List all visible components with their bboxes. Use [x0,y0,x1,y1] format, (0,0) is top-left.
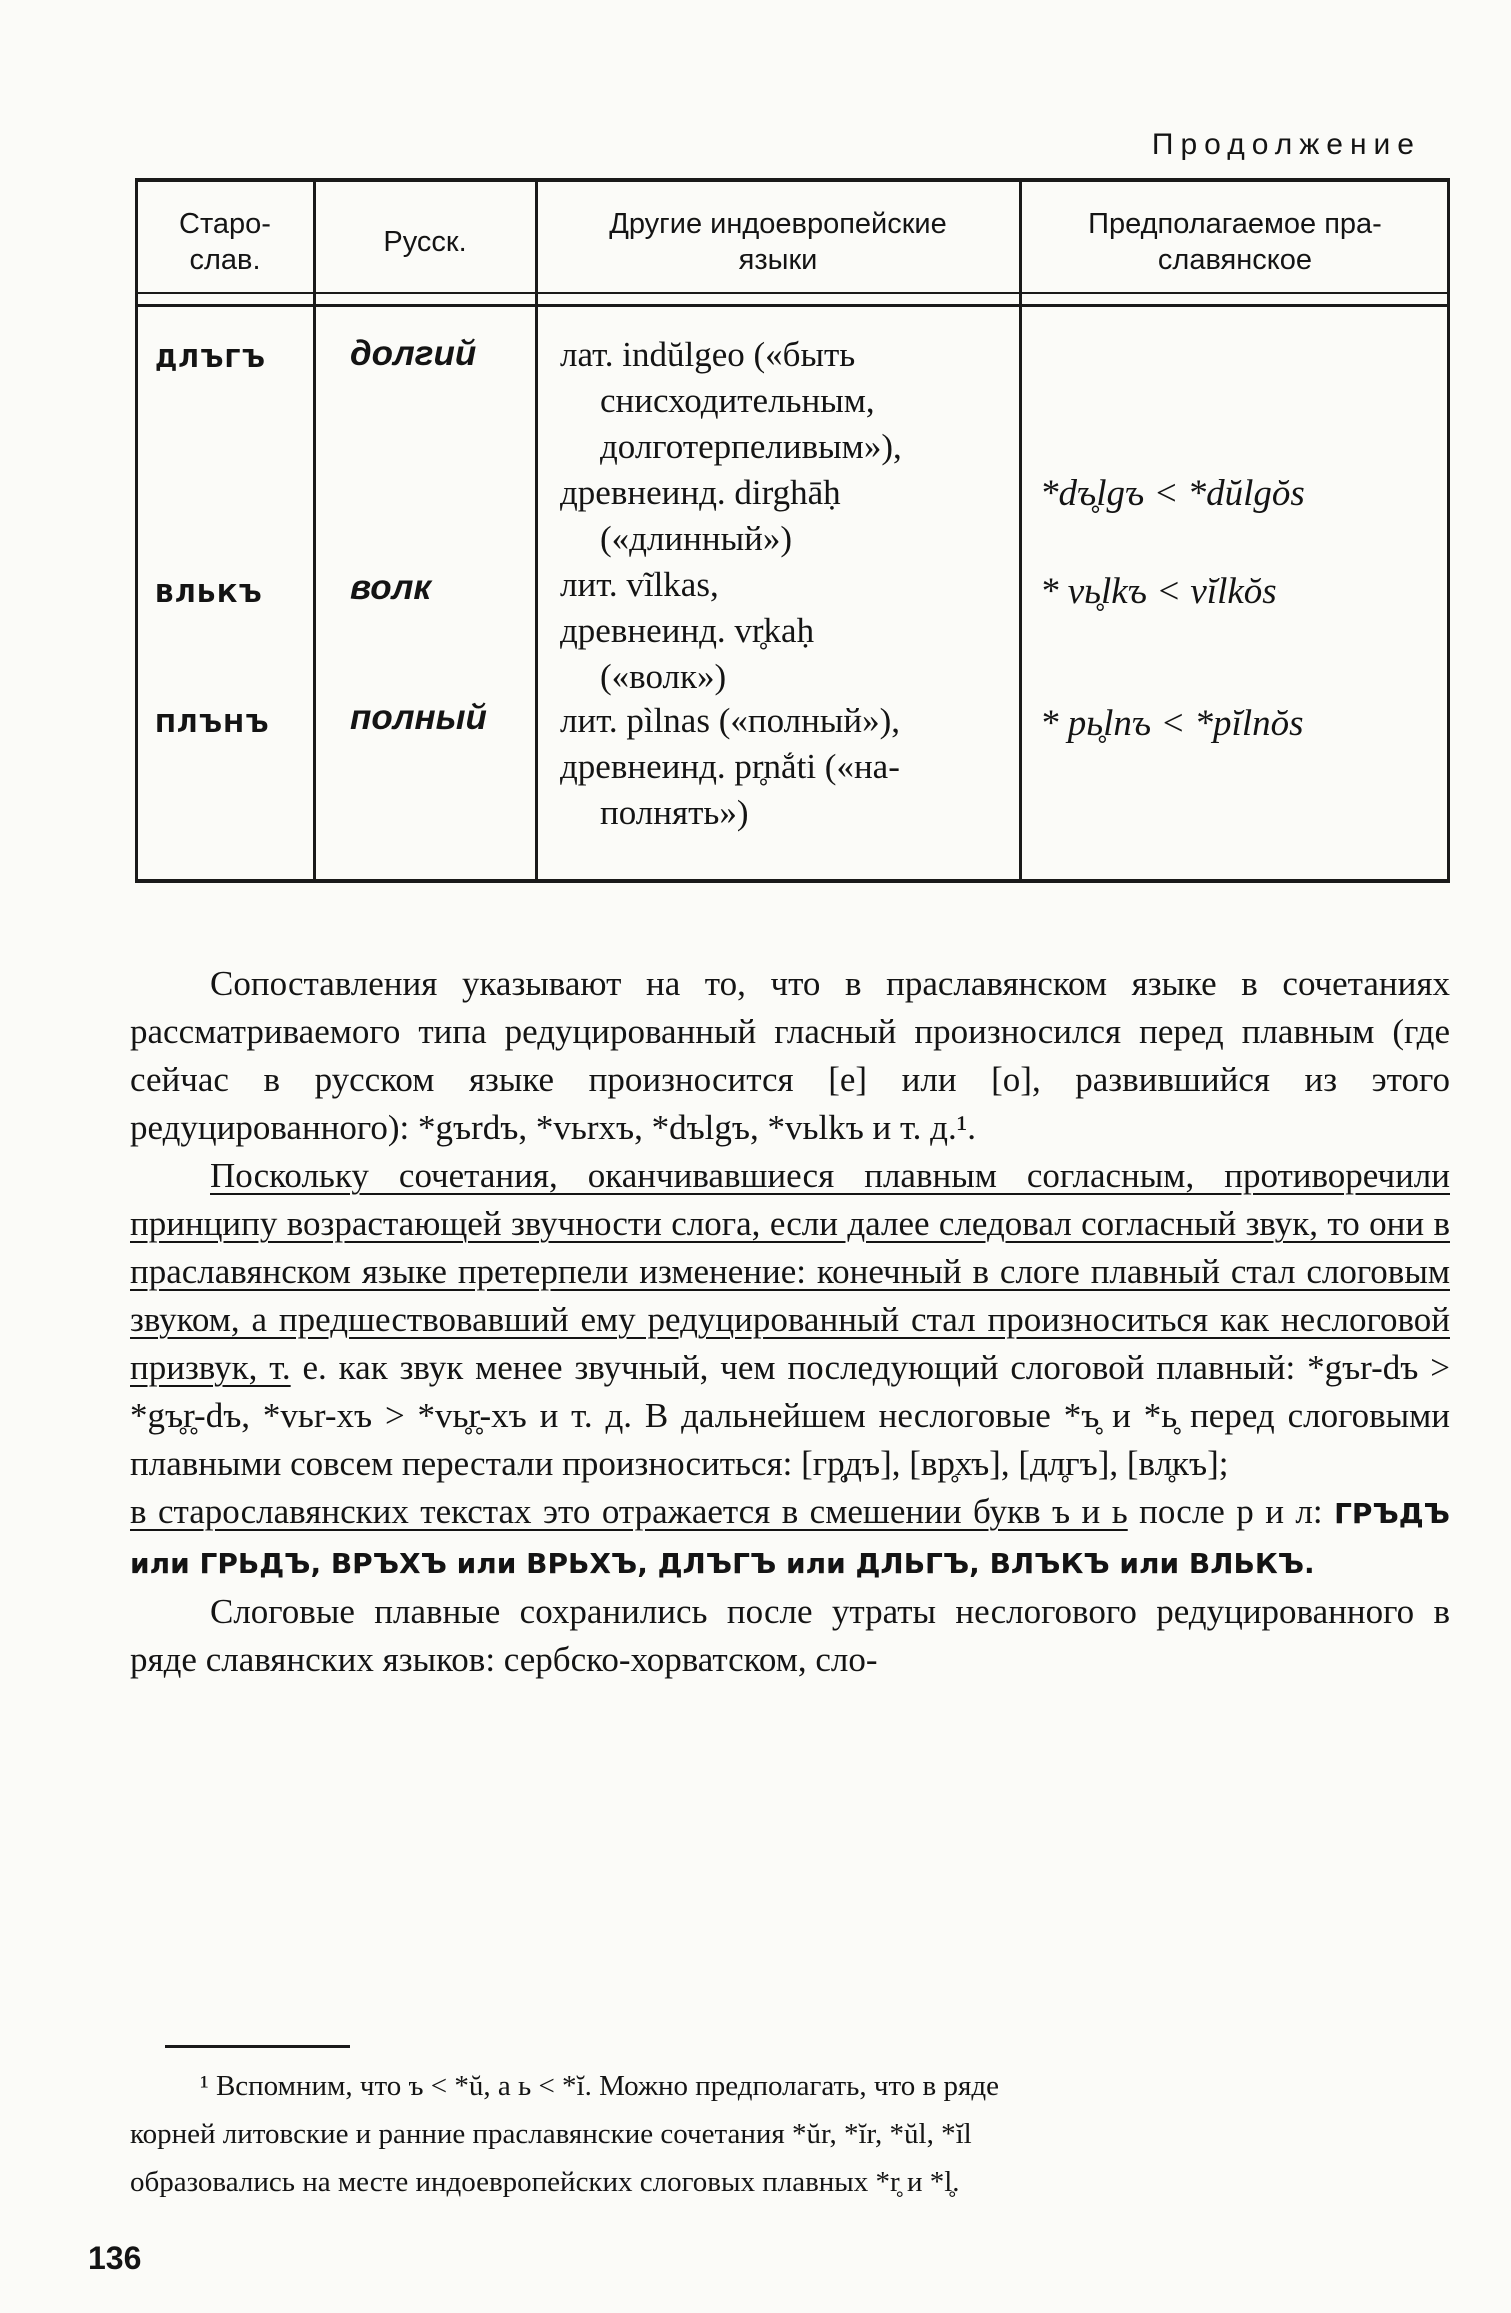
header-proto-slavic: Предполагаемое пра- славянское [1088,208,1382,276]
header-russian: Русск. [383,226,467,258]
cell-old-slavonic: ВЛЬКЪ [155,579,263,608]
table-col-divider [535,182,538,879]
paragraph: Слоговые плавные сохранились после утраты неслогового редуцированного в ряде славянских языков: сербско-хорватском, сло- [130,1592,1450,1679]
text-line: лит. pìlnas («полный»), [560,701,900,740]
underlined-passage: в старославянских текстах это отражается в смешении букв ъ и ь [130,1492,1128,1531]
cell-russian: долгий [350,334,477,373]
text-line: («волк») [600,657,727,696]
table-header-rule [135,292,1450,294]
table-border-right [1447,182,1450,879]
continuation-label: Продолжение [1151,128,1421,161]
cell-russian: волк [350,568,432,607]
footnote-line: ¹ Вспомним, что ъ < *ŭ, а ь < *ĭ. Можно предполагать, что в ряде [200,2070,999,2102]
text-run: е. как звук менее звучный, чем последующий слоговой плавный: *gъr-dъ > *gъ̥r̥-dъ, *vьr-xъ > *vь̥r̥-xъ и т. д. В дальнейшем неслоговые *ъ̥ и *ь̥ перед слоговыми плавными совсем перестали произноситься: [гр̥дъ], [вр̥хъ], [дл̥гъ], [вл̥къ]; [130,1348,1450,1483]
text-line: («длинный») [600,519,793,558]
footnote [130,2062,1450,2206]
table-col-divider [313,182,316,879]
paragraph: Сопоставления указывают на то, что в праславянском языке в сочетаниях рассматриваемого типа редуцированный гласный произносился перед плавным (где сейчас в русском языке произносится [е] или [о], развившийся из этого редуцированного): *gъrdъ, *vьrxъ, *dъlgъ, *vьlkъ и т. д.¹. [130,964,1450,1147]
underlined-passage: Поскольку сочетания, оканчивавшиеся плавным согласным, противоречили принципу возрастающей звучности слога, если далее следовал согласный звук, то они в праславянском языке претерпели изменение: конечный в слоге плавный стал слоговым звуком, а предшествовавший ему редуцированный стал произноситься как неслоговой призвук, т. [130,1156,1450,1387]
cell-old-slavonic: ДЛЪГЪ [155,344,266,373]
cell-old-slavonic: ПЛЪНЪ [155,709,270,738]
text-line: долготерпеливым»), [600,427,902,466]
cell-other-ie [560,332,1150,562]
paragraph [130,1152,1450,1488]
page-number: 136 [88,2240,142,2276]
text-line: снисходительным, [600,381,875,420]
text-line: лит. vĩlkas, [560,565,719,604]
cell-proto-slavic: * pь̥lnъ < *pĭlnŏs [1040,703,1304,744]
cell-proto-slavic: *dъ̥lgъ < *dŭlgŏs [1040,473,1305,514]
footnote-line: образовались на месте индоевропейских слоговых плавных *r̥ и *l̥. [130,2166,960,2198]
footnote-rule [165,2045,350,2048]
old-slavonic-examples: ГРЪДЪ или ГРЬДЪ, ВРЪХЪ или ВРЬХЪ, ДЛЪГЪ или ДЛЬГЪ, ВЛЪКЪ или ВЛЬКЪ. [130,1497,1450,1580]
etymology-table [135,178,1450,883]
text-run: после р и л: [1127,1492,1335,1531]
header-old-slavonic: Старо- слав. [179,208,271,276]
paragraph [130,1488,1450,1588]
text-line: полнять») [600,793,749,832]
text-line: древнеинд. vr̥kaḥ [560,611,815,650]
table-border-left [135,182,138,879]
header-other-ie: Другие индоевропейские языки [609,208,947,276]
text-line: древнеинд. dirghāḥ [560,473,841,512]
cell-russian: полный [350,698,487,737]
cell-proto-slavic: * vь̥lkъ < vĭlkŏs [1040,571,1277,612]
text-line: древнеинд. pr̥nắti («на- [560,747,900,786]
text-line: лат. indŭlgeo («быть [560,335,856,374]
main-text [130,960,1450,1684]
footnote-line: корней литовские и ранние праславянские сочетания *ŭr, *ĭr, *ŭl, *ĭl [130,2118,972,2150]
table-header-rule [135,304,1450,307]
